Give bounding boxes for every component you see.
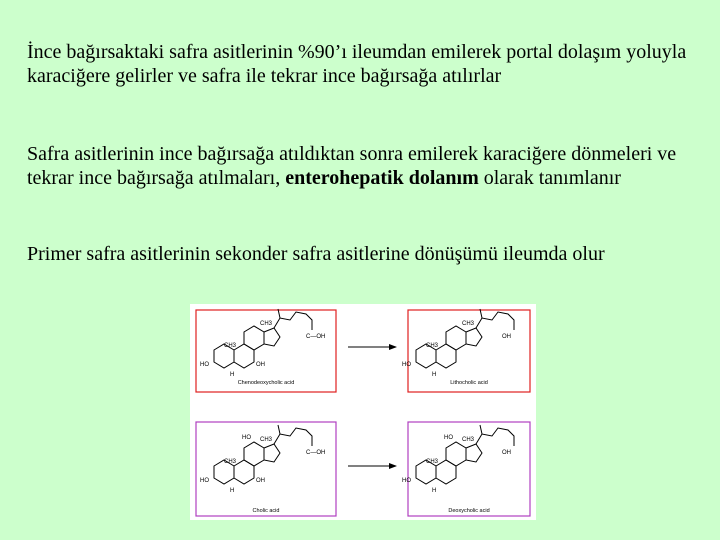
chenodeoxycholic-acid-panel bbox=[196, 309, 336, 392]
hydroxyl-label: HO bbox=[444, 435, 453, 441]
deoxycholic-caption: Deoxycholic acid bbox=[448, 508, 490, 514]
figure-svg bbox=[190, 304, 536, 520]
methyl-label: CH3 bbox=[260, 321, 273, 327]
methyl-label: CH3 bbox=[426, 459, 439, 465]
hydroxyl-label: HO bbox=[402, 478, 411, 484]
methyl-label: CH3 bbox=[462, 321, 475, 327]
methyl-label: CH3 bbox=[426, 343, 439, 349]
deoxycholic-acid-panel bbox=[402, 422, 530, 516]
paragraph-2-text-start: Safra asitlerinin ince bağırsağa atıldıktan sonra emilerek karaciğere dönmeleri ve tekrar ince bağırsağa atılmaları, bbox=[27, 143, 677, 189]
carboxyl-label: C—OH bbox=[306, 334, 326, 340]
hydroxyl-label: HO bbox=[402, 362, 411, 368]
hydrogen-label: H bbox=[432, 488, 437, 494]
methyl-label: CH3 bbox=[462, 437, 475, 443]
hydroxyl-label: HO bbox=[200, 362, 209, 368]
cholic-caption: Cholic acid bbox=[252, 508, 280, 514]
hydroxyl-label: HO bbox=[242, 435, 251, 441]
lithocholic-acid-panel bbox=[402, 309, 530, 392]
bile-acid-conversion-figure bbox=[190, 304, 536, 520]
paragraph-3: Primer safra asitlerinin sekonder safra asitlerine dönüşümü ileumda olur bbox=[27, 243, 605, 265]
methyl-label: CH3 bbox=[224, 459, 237, 465]
enterohepatik-term: enterohepatik dolanım bbox=[285, 167, 479, 189]
methyl-label: CH3 bbox=[224, 343, 237, 349]
chenodeoxycholic-caption: Chenodeoxycholic acid bbox=[237, 380, 295, 386]
hydroxyl-label: OH bbox=[256, 478, 265, 484]
cholic-acid-panel bbox=[196, 422, 336, 516]
carboxyl-label: OH bbox=[502, 450, 511, 456]
paragraph-2 bbox=[27, 142, 697, 190]
hydroxyl-label: OH bbox=[256, 362, 265, 368]
hydrogen-label: H bbox=[230, 488, 235, 494]
hydrogen-label: H bbox=[230, 372, 235, 378]
methyl-label: CH3 bbox=[260, 437, 273, 443]
carboxyl-label: OH bbox=[502, 334, 511, 340]
hydrogen-label: H bbox=[432, 372, 437, 378]
paragraph-2-text-end: olarak tanımlanır bbox=[478, 167, 621, 189]
hydroxyl-label: HO bbox=[200, 478, 209, 484]
lithocholic-caption: Lithocholic acid bbox=[450, 380, 488, 386]
carboxyl-label: C—OH bbox=[306, 450, 326, 456]
paragraph-1: İnce bağırsaktaki safra asitlerinin %90’ı ileumdan emilerek portal dolaşım yoluyla karaciğere gelirler ve safra ile tekrar ince bağırsağa atılırlar bbox=[27, 41, 687, 87]
